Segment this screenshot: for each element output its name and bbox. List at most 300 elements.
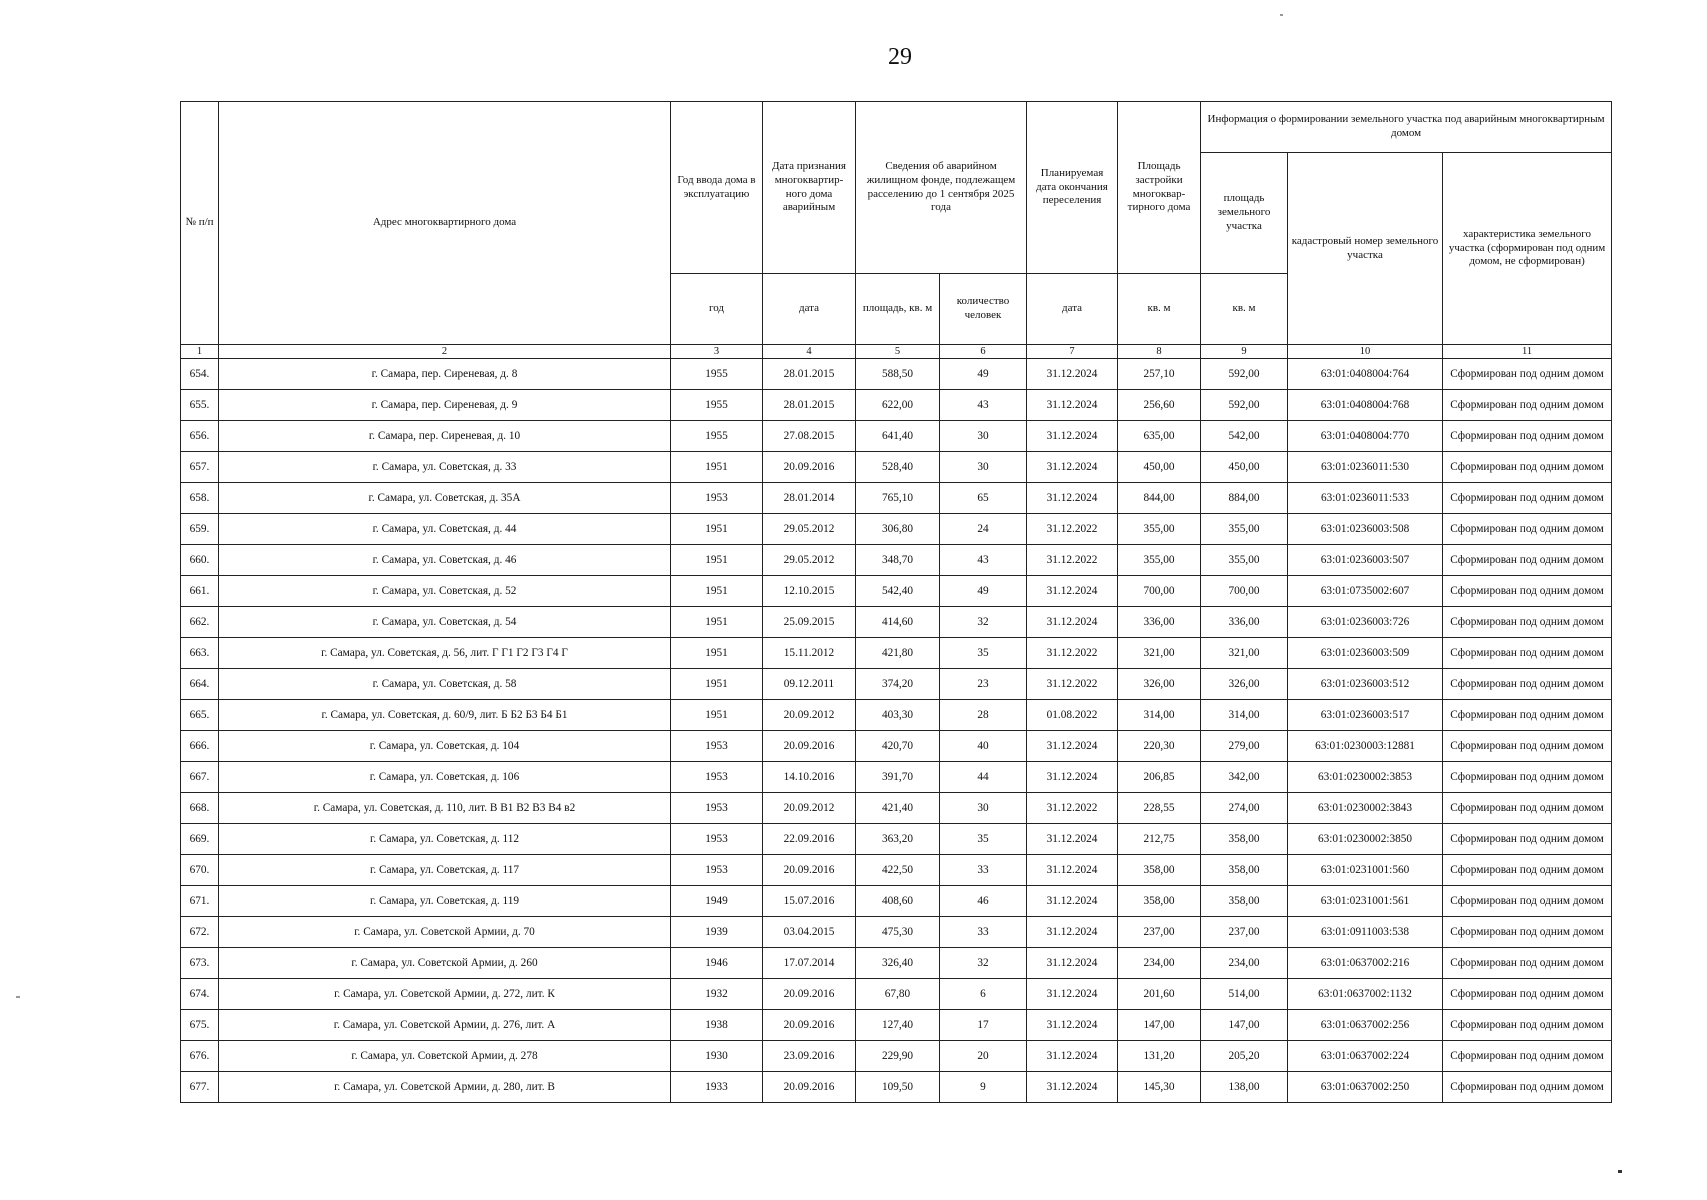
people-count-cell: 35 [940,824,1027,855]
planned-date-cell: 31.12.2022 [1027,545,1118,576]
land-characteristic-cell: Сформирован под одним домом [1443,483,1612,514]
row-number-cell: 665. [181,700,219,731]
cadastral-number-cell: 63:01:0231001:561 [1288,886,1443,917]
building-area-cell: 212,75 [1118,824,1201,855]
year-built-cell: 1953 [671,793,763,824]
recognition-date-cell: 15.07.2016 [763,886,856,917]
recognition-date-cell: 14.10.2016 [763,762,856,793]
land-characteristic-cell: Сформирован под одним домом [1443,669,1612,700]
building-area-cell: 131,20 [1118,1041,1201,1072]
year-built-cell: 1932 [671,979,763,1010]
year-built-cell: 1953 [671,731,763,762]
recognition-date-cell: 23.09.2016 [763,1041,856,1072]
cadastral-number-cell: 63:01:0637002:250 [1288,1072,1443,1103]
building-area-cell: 321,00 [1118,638,1201,669]
fund-area-cell: 641,40 [856,421,940,452]
address-cell: г. Самара, ул. Советская, д. 56, лит. Г Г1 Г2 Г3 Г4 Г [219,638,671,669]
planned-date-cell: 31.12.2022 [1027,638,1118,669]
cadastral-number-cell: 63:01:0230002:3853 [1288,762,1443,793]
planned-date-cell: 31.12.2024 [1027,824,1118,855]
address-cell: г. Самара, ул. Советская, д. 44 [219,514,671,545]
header-fund-info: Сведения об аварийном жилищном фонде, подлежащем расселению до 1 сентября 2025 года [856,102,1027,274]
land-area-cell: 234,00 [1201,948,1288,979]
building-area-cell: 234,00 [1118,948,1201,979]
building-area-cell: 206,85 [1118,762,1201,793]
land-area-cell: 237,00 [1201,917,1288,948]
recognition-date-cell: 20.09.2016 [763,1010,856,1041]
header-planned-date: Планируемая дата окончания переселения [1027,102,1118,274]
building-area-cell: 450,00 [1118,452,1201,483]
people-count-cell: 46 [940,886,1027,917]
people-count-cell: 23 [940,669,1027,700]
table-row [181,576,1612,607]
address-cell: г. Самара, ул. Советская, д. 104 [219,731,671,762]
planned-date-cell: 31.12.2024 [1027,576,1118,607]
land-area-cell: 336,00 [1201,607,1288,638]
fund-area-cell: 363,20 [856,824,940,855]
column-number: 4 [763,345,856,359]
table-row [181,390,1612,421]
column-number: 8 [1118,345,1201,359]
recognition-date-cell: 28.01.2015 [763,359,856,390]
planned-date-cell: 31.12.2024 [1027,359,1118,390]
scan-speck [16,996,20,998]
address-cell: г. Самара, пер. Сиреневая, д. 10 [219,421,671,452]
address-cell: г. Самара, ул. Советской Армии, д. 278 [219,1041,671,1072]
row-number-cell: 662. [181,607,219,638]
row-number-cell: 669. [181,824,219,855]
column-number: 1 [181,345,219,359]
cadastral-number-cell: 63:01:0236011:530 [1288,452,1443,483]
header-land-info: Информация о формировании земельного участка под аварийным многоквартирным домом [1201,102,1612,153]
land-area-cell: 274,00 [1201,793,1288,824]
planned-date-cell: 31.12.2022 [1027,669,1118,700]
land-characteristic-cell: Сформирован под одним домом [1443,421,1612,452]
address-cell: г. Самара, ул. Советская, д. 58 [219,669,671,700]
recognition-date-cell: 28.01.2014 [763,483,856,514]
building-area-cell: 147,00 [1118,1010,1201,1041]
land-area-cell: 450,00 [1201,452,1288,483]
table-row [181,483,1612,514]
land-characteristic-cell: Сформирован под одним домом [1443,514,1612,545]
year-built-cell: 1955 [671,390,763,421]
row-number-cell: 660. [181,545,219,576]
table-row [181,638,1612,669]
planned-date-cell: 31.12.2024 [1027,855,1118,886]
land-area-cell: 592,00 [1201,359,1288,390]
address-cell: г. Самара, пер. Сиреневая, д. 8 [219,359,671,390]
cadastral-number-cell: 63:01:0637002:256 [1288,1010,1443,1041]
cadastral-number-cell: 63:01:0911003:538 [1288,917,1443,948]
cadastral-number-cell: 63:01:0230002:3850 [1288,824,1443,855]
land-characteristic-cell: Сформирован под одним домом [1443,1010,1612,1041]
fund-area-cell: 421,80 [856,638,940,669]
unit-date: дата [763,274,856,345]
cadastral-number-cell: 63:01:0230003:12881 [1288,731,1443,762]
year-built-cell: 1953 [671,762,763,793]
people-count-cell: 17 [940,1010,1027,1041]
land-characteristic-cell: Сформирован под одним домом [1443,731,1612,762]
row-number-cell: 671. [181,886,219,917]
row-number-cell: 654. [181,359,219,390]
land-characteristic-cell: Сформирован под одним домом [1443,824,1612,855]
people-count-cell: 40 [940,731,1027,762]
address-cell: г. Самара, ул. Советская, д. 60/9, лит. Б Б2 Б3 Б4 Б1 [219,700,671,731]
land-characteristic-cell: Сформирован под одним домом [1443,1041,1612,1072]
year-built-cell: 1951 [671,700,763,731]
table-row [181,731,1612,762]
table-header [181,102,1612,359]
year-built-cell: 1951 [671,607,763,638]
land-characteristic-cell: Сформирован под одним домом [1443,638,1612,669]
fund-area-cell: 229,90 [856,1041,940,1072]
table-row [181,948,1612,979]
planned-date-cell: 31.12.2022 [1027,514,1118,545]
table-row [181,607,1612,638]
cadastral-number-cell: 63:01:0637002:1132 [1288,979,1443,1010]
building-area-cell: 635,00 [1118,421,1201,452]
address-cell: г. Самара, ул. Советская, д. 117 [219,855,671,886]
table-row [181,669,1612,700]
scan-speck [1280,14,1283,16]
address-cell: г. Самара, ул. Советская, д. 35А [219,483,671,514]
address-cell: г. Самара, пер. Сиреневая, д. 9 [219,390,671,421]
address-cell: г. Самара, ул. Советская, д. 110, лит. В В1 В2 В3 В4 в2 [219,793,671,824]
table-row [181,452,1612,483]
cadastral-number-cell: 63:01:0408004:770 [1288,421,1443,452]
land-characteristic-cell: Сформирован под одним домом [1443,576,1612,607]
row-number-cell: 677. [181,1072,219,1103]
land-area-cell: 314,00 [1201,700,1288,731]
year-built-cell: 1951 [671,638,763,669]
land-characteristic-cell: Сформирован под одним домом [1443,793,1612,824]
year-built-cell: 1955 [671,421,763,452]
row-number-cell: 663. [181,638,219,669]
land-characteristic-cell: Сформирован под одним домом [1443,700,1612,731]
fund-area-cell: 67,80 [856,979,940,1010]
recognition-date-cell: 03.04.2015 [763,917,856,948]
address-cell: г. Самара, ул. Советская, д. 33 [219,452,671,483]
fund-area-cell: 403,30 [856,700,940,731]
table-row [181,421,1612,452]
land-area-cell: 355,00 [1201,514,1288,545]
row-number-cell: 673. [181,948,219,979]
column-number: 2 [219,345,671,359]
table-row [181,979,1612,1010]
land-area-cell: 592,00 [1201,390,1288,421]
header-year: Год ввода дома в эксплуатацию [671,102,763,274]
address-cell: г. Самара, ул. Советской Армии, д. 276, лит. А [219,1010,671,1041]
recognition-date-cell: 22.09.2016 [763,824,856,855]
building-area-cell: 256,60 [1118,390,1201,421]
year-built-cell: 1953 [671,824,763,855]
column-number: 11 [1443,345,1612,359]
unit-area: площадь, кв. м [856,274,940,345]
people-count-cell: 43 [940,545,1027,576]
cadastral-number-cell: 63:01:0236011:533 [1288,483,1443,514]
fund-area-cell: 348,70 [856,545,940,576]
people-count-cell: 30 [940,452,1027,483]
people-count-cell: 33 [940,855,1027,886]
planned-date-cell: 31.12.2024 [1027,1010,1118,1041]
people-count-cell: 49 [940,359,1027,390]
fund-area-cell: 326,40 [856,948,940,979]
people-count-cell: 49 [940,576,1027,607]
row-number-cell: 668. [181,793,219,824]
row-number-cell: 675. [181,1010,219,1041]
planned-date-cell: 31.12.2024 [1027,979,1118,1010]
address-cell: г. Самара, ул. Советской Армии, д. 70 [219,917,671,948]
row-number-cell: 655. [181,390,219,421]
planned-date-cell: 31.12.2024 [1027,421,1118,452]
row-number-cell: 661. [181,576,219,607]
table-row [181,700,1612,731]
people-count-cell: 35 [940,638,1027,669]
planned-date-cell: 31.12.2024 [1027,762,1118,793]
cadastral-number-cell: 63:01:0236003:507 [1288,545,1443,576]
land-characteristic-cell: Сформирован под одним домом [1443,359,1612,390]
year-built-cell: 1951 [671,514,763,545]
table-row [181,793,1612,824]
row-number-cell: 664. [181,669,219,700]
table-row [181,1041,1612,1072]
table-row [181,917,1612,948]
land-characteristic-cell: Сформирован под одним домом [1443,545,1612,576]
planned-date-cell: 01.08.2022 [1027,700,1118,731]
header-address: Адрес многоквартирного дома [219,102,671,345]
cadastral-number-cell: 63:01:0735002:607 [1288,576,1443,607]
row-number-cell: 667. [181,762,219,793]
header-land-area: площадь земельного участка [1201,153,1288,274]
year-built-cell: 1951 [671,576,763,607]
year-built-cell: 1953 [671,855,763,886]
people-count-cell: 24 [940,514,1027,545]
unit-people: количество человек [940,274,1027,345]
header-building-area: Площадь застройки многоквар-тирного дома [1118,102,1201,274]
year-built-cell: 1939 [671,917,763,948]
address-cell: г. Самара, ул. Советская, д. 46 [219,545,671,576]
land-characteristic-cell: Сформирован под одним домом [1443,917,1612,948]
people-count-cell: 28 [940,700,1027,731]
recognition-date-cell: 09.12.2011 [763,669,856,700]
fund-area-cell: 127,40 [856,1010,940,1041]
cadastral-number-cell: 63:01:0230002:3843 [1288,793,1443,824]
fund-area-cell: 542,40 [856,576,940,607]
row-number-cell: 666. [181,731,219,762]
fund-area-cell: 422,50 [856,855,940,886]
building-area-cell: 257,10 [1118,359,1201,390]
row-number-cell: 670. [181,855,219,886]
fund-area-cell: 374,20 [856,669,940,700]
year-built-cell: 1938 [671,1010,763,1041]
table-row [181,824,1612,855]
recognition-date-cell: 29.05.2012 [763,514,856,545]
land-characteristic-cell: Сформирован под одним домом [1443,855,1612,886]
planned-date-cell: 31.12.2024 [1027,607,1118,638]
planned-date-cell: 31.12.2024 [1027,390,1118,421]
planned-date-cell: 31.12.2024 [1027,483,1118,514]
land-characteristic-cell: Сформирован под одним домом [1443,452,1612,483]
header-recognition-date: Дата признания многоквартир-ного дома аварийным [763,102,856,274]
recognition-date-cell: 27.08.2015 [763,421,856,452]
fund-area-cell: 528,40 [856,452,940,483]
recognition-date-cell: 12.10.2015 [763,576,856,607]
building-area-cell: 237,00 [1118,917,1201,948]
planned-date-cell: 31.12.2024 [1027,1072,1118,1103]
fund-area-cell: 475,30 [856,917,940,948]
building-area-cell: 201,60 [1118,979,1201,1010]
fund-area-cell: 414,60 [856,607,940,638]
recognition-date-cell: 28.01.2015 [763,390,856,421]
address-cell: г. Самара, ул. Советская, д. 106 [219,762,671,793]
cadastral-number-cell: 63:01:0231001:560 [1288,855,1443,886]
year-built-cell: 1933 [671,1072,763,1103]
people-count-cell: 20 [940,1041,1027,1072]
land-area-cell: 147,00 [1201,1010,1288,1041]
planned-date-cell: 31.12.2024 [1027,731,1118,762]
table-row [181,514,1612,545]
cadastral-number-cell: 63:01:0408004:768 [1288,390,1443,421]
table-row [181,1072,1612,1103]
planned-date-cell: 31.12.2022 [1027,793,1118,824]
table-body [181,359,1612,1103]
recognition-date-cell: 20.09.2016 [763,731,856,762]
land-area-cell: 358,00 [1201,886,1288,917]
planned-date-cell: 31.12.2024 [1027,452,1118,483]
recognition-date-cell: 15.11.2012 [763,638,856,669]
table-row [181,762,1612,793]
year-built-cell: 1930 [671,1041,763,1072]
building-area-cell: 145,30 [1118,1072,1201,1103]
building-area-cell: 358,00 [1118,855,1201,886]
people-count-cell: 65 [940,483,1027,514]
land-area-cell: 542,00 [1201,421,1288,452]
cadastral-number-cell: 63:01:0236003:508 [1288,514,1443,545]
fund-area-cell: 306,80 [856,514,940,545]
scan-speck [1618,1170,1622,1173]
people-count-cell: 30 [940,421,1027,452]
people-count-cell: 32 [940,948,1027,979]
row-number-cell: 676. [181,1041,219,1072]
column-number: 7 [1027,345,1118,359]
cadastral-number-cell: 63:01:0408004:764 [1288,359,1443,390]
building-area-cell: 355,00 [1118,514,1201,545]
land-area-cell: 358,00 [1201,824,1288,855]
land-characteristic-cell: Сформирован под одним домом [1443,948,1612,979]
address-cell: г. Самара, ул. Советская, д. 52 [219,576,671,607]
land-area-cell: 342,00 [1201,762,1288,793]
land-area-cell: 205,20 [1201,1041,1288,1072]
people-count-cell: 9 [940,1072,1027,1103]
column-number: 10 [1288,345,1443,359]
year-built-cell: 1953 [671,483,763,514]
building-area-cell: 358,00 [1118,886,1201,917]
cadastral-number-cell: 63:01:0637002:216 [1288,948,1443,979]
planned-date-cell: 31.12.2024 [1027,948,1118,979]
building-area-cell: 326,00 [1118,669,1201,700]
land-characteristic-cell: Сформирован под одним домом [1443,886,1612,917]
recognition-date-cell: 20.09.2012 [763,793,856,824]
row-number-cell: 658. [181,483,219,514]
fund-area-cell: 420,70 [856,731,940,762]
row-number-cell: 656. [181,421,219,452]
recognition-date-cell: 20.09.2016 [763,855,856,886]
year-built-cell: 1955 [671,359,763,390]
land-characteristic-cell: Сформирован под одним домом [1443,607,1612,638]
planned-date-cell: 31.12.2024 [1027,1041,1118,1072]
column-number: 6 [940,345,1027,359]
recognition-date-cell: 20.09.2016 [763,979,856,1010]
unit-sqm: кв. м [1118,274,1201,345]
fund-area-cell: 421,40 [856,793,940,824]
table-row [181,886,1612,917]
emergency-housing-table [180,101,1612,1103]
year-built-cell: 1951 [671,545,763,576]
row-number-cell: 672. [181,917,219,948]
header-num: № п/п [181,102,219,345]
column-number: 3 [671,345,763,359]
unit-year: год [671,274,763,345]
recognition-date-cell: 29.05.2012 [763,545,856,576]
cadastral-number-cell: 63:01:0637002:224 [1288,1041,1443,1072]
cadastral-number-cell: 63:01:0236003:509 [1288,638,1443,669]
address-cell: г. Самара, ул. Советская, д. 54 [219,607,671,638]
land-area-cell: 355,00 [1201,545,1288,576]
recognition-date-cell: 20.09.2016 [763,452,856,483]
header-land-characteristic: характеристика земельного участка (сформирован под одним домом, не сформирован) [1443,153,1612,345]
fund-area-cell: 588,50 [856,359,940,390]
cadastral-number-cell: 63:01:0236003:512 [1288,669,1443,700]
address-cell: г. Самара, ул. Советской Армии, д. 280, лит. В [219,1072,671,1103]
table-row [181,855,1612,886]
building-area-cell: 355,00 [1118,545,1201,576]
year-built-cell: 1951 [671,452,763,483]
fund-area-cell: 408,60 [856,886,940,917]
people-count-cell: 6 [940,979,1027,1010]
recognition-date-cell: 20.09.2012 [763,700,856,731]
year-built-cell: 1946 [671,948,763,979]
address-cell: г. Самара, ул. Советской Армии, д. 272, лит. К [219,979,671,1010]
people-count-cell: 43 [940,390,1027,421]
unit-date2: дата [1027,274,1118,345]
land-characteristic-cell: Сформирован под одним домом [1443,979,1612,1010]
land-characteristic-cell: Сформирован под одним домом [1443,762,1612,793]
fund-area-cell: 391,70 [856,762,940,793]
unit-sqm2: кв. м [1201,274,1288,345]
page-number: 29 [888,44,912,70]
column-number: 9 [1201,345,1288,359]
building-area-cell: 314,00 [1118,700,1201,731]
land-characteristic-cell: Сформирован под одним домом [1443,390,1612,421]
address-cell: г. Самара, ул. Советской Армии, д. 260 [219,948,671,979]
land-area-cell: 884,00 [1201,483,1288,514]
building-area-cell: 844,00 [1118,483,1201,514]
people-count-cell: 32 [940,607,1027,638]
fund-area-cell: 765,10 [856,483,940,514]
header-cadastral: кадастровый номер земельного участка [1288,153,1443,345]
cadastral-number-cell: 63:01:0236003:726 [1288,607,1443,638]
land-area-cell: 700,00 [1201,576,1288,607]
land-characteristic-cell: Сформирован под одним домом [1443,1072,1612,1103]
land-area-cell: 514,00 [1201,979,1288,1010]
year-built-cell: 1951 [671,669,763,700]
table-row [181,545,1612,576]
year-built-cell: 1949 [671,886,763,917]
table-row [181,1010,1612,1041]
building-area-cell: 220,30 [1118,731,1201,762]
land-area-cell: 279,00 [1201,731,1288,762]
cadastral-number-cell: 63:01:0236003:517 [1288,700,1443,731]
